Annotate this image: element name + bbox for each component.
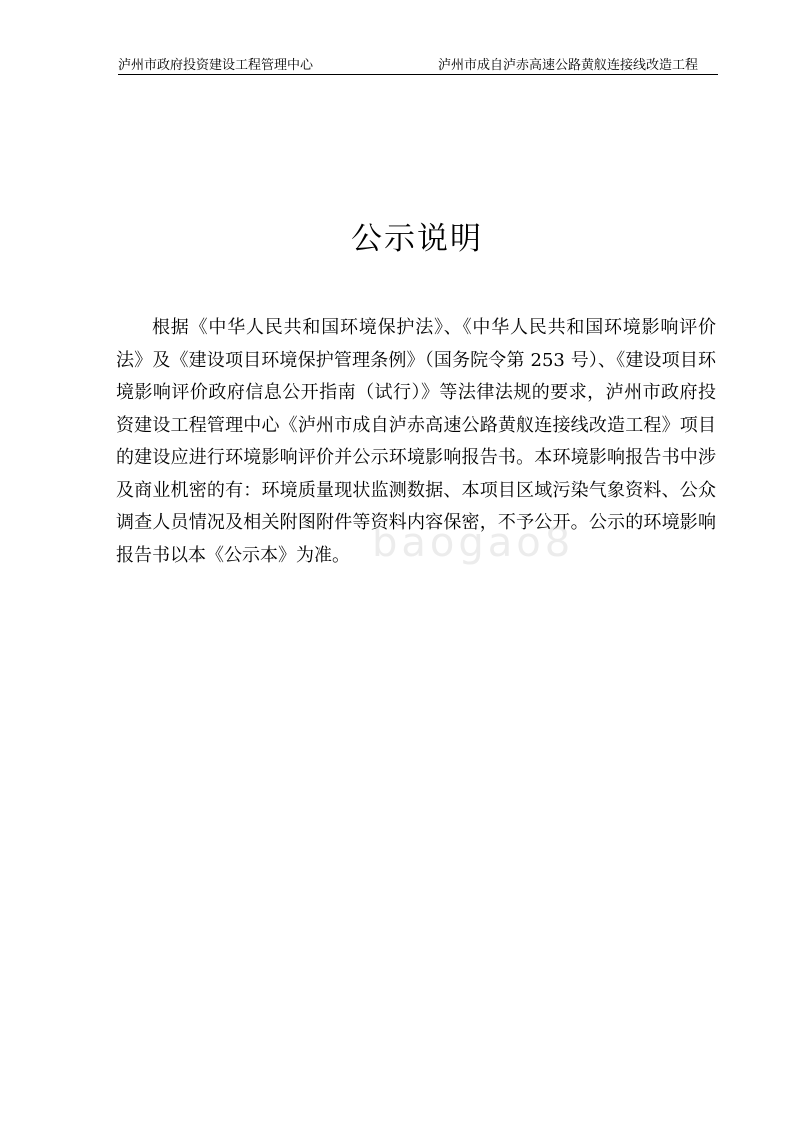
body-paragraph: 根据《中华人民共和国环境保护法》、《中华人民共和国环境影响评价法》及《建设项目环境保护管理条例》（国务院令第 253 号）、《建设项目环境影响评价政府信息公开指南（试行）》等法律法规的要求，泸州市政府投资建设工程管理中心《泸州市成自泸赤高速公路黄舣连接线改造工程》项目的建设应进行环境影响评价并公示环境影响报告书。本环境影响报告书中涉及商业机密的有：环境质量现状监测数据、本项目区域污染气象资料、公众调查人员情况及相关附图附件等资料内容保密，不予公开。公示的环境影响报告书以本《公示本》为准。 [116,317,716,566]
document-title: 公示说明 [351,221,483,257]
page-header [118,52,718,75]
watermark: baogao8 [372,520,575,566]
header-organization: 泸州市政府投资建设工程管理中心 [118,58,314,73]
header-project-name: 泸州市成自泸赤高速公路黄舣连接线改造工程 [438,58,699,73]
